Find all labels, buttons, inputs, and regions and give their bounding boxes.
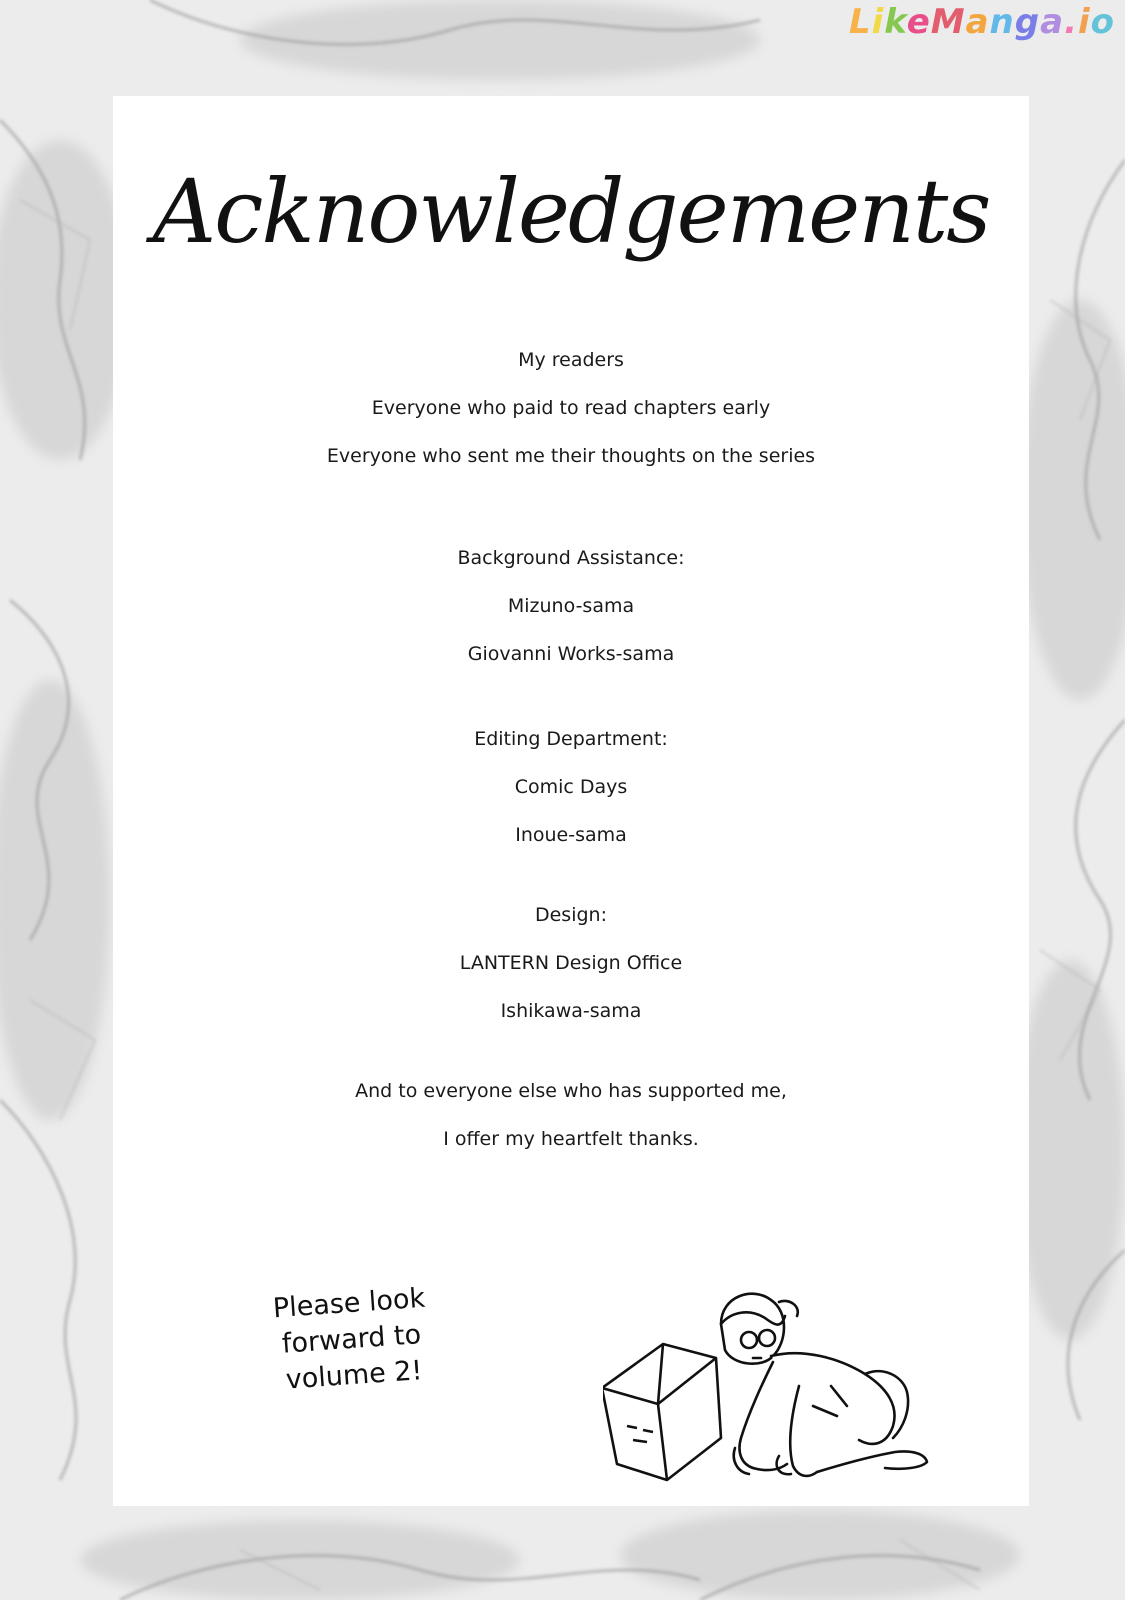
- credit-line: My readers: [518, 349, 624, 371]
- section-heading-editing: Editing Department:: [474, 728, 668, 750]
- credit-name: LANTERN Design Office: [459, 952, 683, 974]
- credit-name: Ishikawa-sama: [500, 1000, 642, 1022]
- credit-name: Comic Days: [514, 776, 628, 798]
- credit-line: Everyone who paid to read chapters early: [371, 397, 771, 419]
- closing-line: And to everyone else who has supported me,: [355, 1080, 787, 1102]
- credit-name: Inoue-sama: [515, 824, 627, 846]
- volume-2-message: [263, 1280, 440, 1400]
- kneeling-author-with-box-illustration: [603, 1216, 943, 1516]
- page-title: Acknowledgements: [152, 160, 990, 263]
- credit-line: Everyone who sent me their thoughts on the series: [326, 445, 816, 467]
- closing-line: I offer my heartfelt thanks.: [443, 1128, 699, 1150]
- credit-name: Mizuno-sama: [507, 595, 635, 617]
- site-watermark: LikeManga.io: [848, 2, 1115, 42]
- sign-line: forward to: [281, 1319, 423, 1360]
- sign-line: volume 2!: [284, 1355, 424, 1396]
- credit-name: Giovanni Works-sama: [467, 643, 675, 665]
- kneeling-person: [721, 1294, 927, 1476]
- credits-list: [113, 336, 1029, 1163]
- section-heading-design: Design:: [534, 904, 607, 926]
- sign-line: Please look: [271, 1282, 427, 1325]
- cube-character: [603, 1344, 721, 1480]
- acknowledgements-page: [113, 96, 1029, 1506]
- section-heading-background: Background Assistance:: [457, 547, 685, 569]
